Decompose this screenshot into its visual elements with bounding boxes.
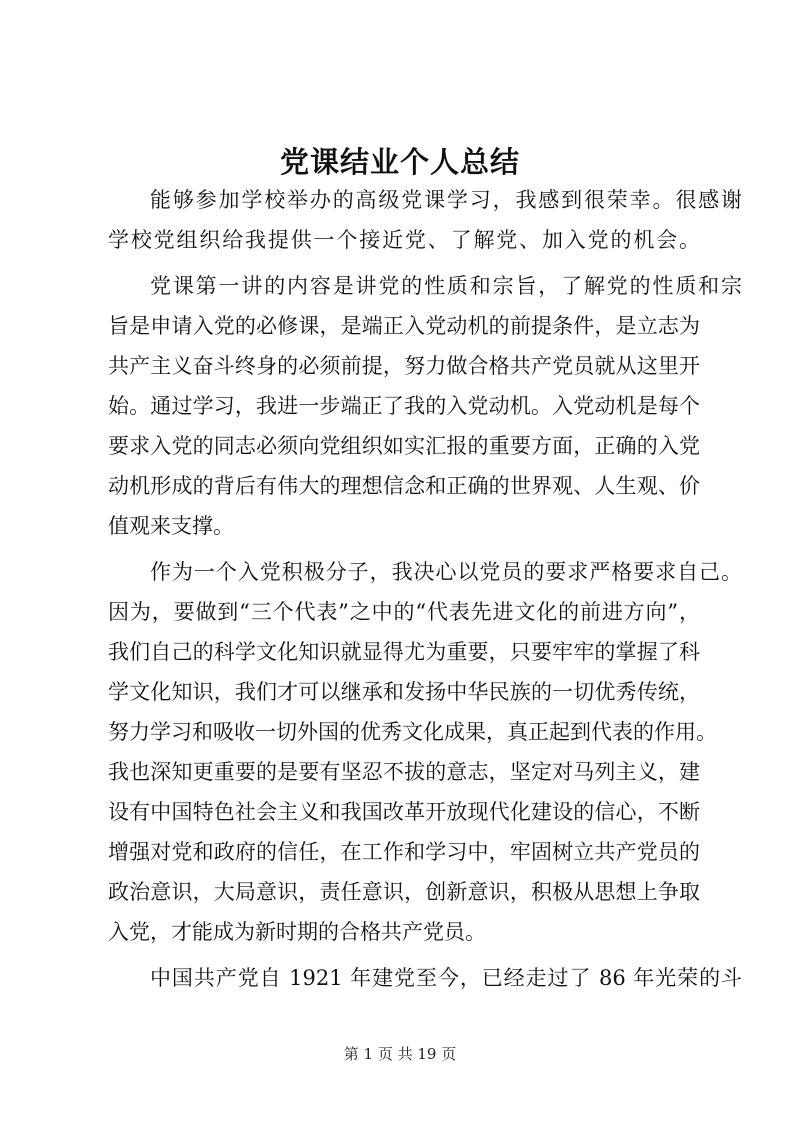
text-line: 能够参加学校举办的高级党课学习，我感到很荣幸。很感谢 <box>150 188 742 212</box>
text-line: 作为一个入党积极分子，我决心以党员的要求严格要求自己。 <box>150 560 742 584</box>
text-line: 学校党组织给我提供一个接近党、了解党、加入党的机会。 <box>108 228 700 252</box>
text-line: 因为，要做到“三个代表”之中的“代表先进文化的前进方向”， <box>108 600 700 624</box>
text-line: 我们自己的科学文化知识就显得尤为重要，只要牢牢的掌握了科 <box>108 640 700 664</box>
text-line: 努力学习和吸收一切外国的优秀文化成果，真正起到代表的作用。 <box>108 720 717 744</box>
text-line: 入党，才能成为新时期的合格共产党员。 <box>108 920 486 944</box>
text-line: 增强对党和政府的信任，在工作和学习中，牢固树立共产党员的 <box>108 840 700 864</box>
text-line: 共产主义奋斗终身的必须前提，努力做合格共产党员就从这里开 <box>108 354 700 378</box>
text-line: 党课第一讲的内容是讲党的性质和宗旨，了解党的性质和宗 <box>150 274 742 298</box>
text-line: 旨是申请入党的必修课，是端正入党动机的前提条件，是立志为 <box>108 314 700 338</box>
text-line: 学文化知识，我们才可以继承和发扬中华民族的一切优秀传统， <box>108 680 700 704</box>
text-line: 政治意识，大局意识，责任意识，创新意识，积极从思想上争取 <box>108 880 700 904</box>
text-line: 始。通过学习，我进一步端正了我的入党动机。入党动机是每个 <box>108 394 700 418</box>
text-line: 要求入党的同志必须向党组织如实汇报的重要方面，正确的入党 <box>108 434 700 458</box>
text-line: 中国共产党自 1921 年建党至今，已经走过了 86 年光荣的斗 <box>150 966 742 990</box>
text-line: 我也深知更重要的是要有坚忍不拔的意志，坚定对马列主义，建 <box>108 760 700 784</box>
text-line: 设有中国特色社会主义和我国改革开放现代化建设的信心，不断 <box>108 800 700 824</box>
document-title: 党课结业个人总结 <box>279 145 520 179</box>
page-indicator: 第 1 页 共 19 页 <box>343 1045 457 1063</box>
text-line: 值观来支撑。 <box>108 514 234 538</box>
text-line: 动机形成的背后有伟大的理想信念和正确的世界观、人生观、价 <box>108 474 700 498</box>
